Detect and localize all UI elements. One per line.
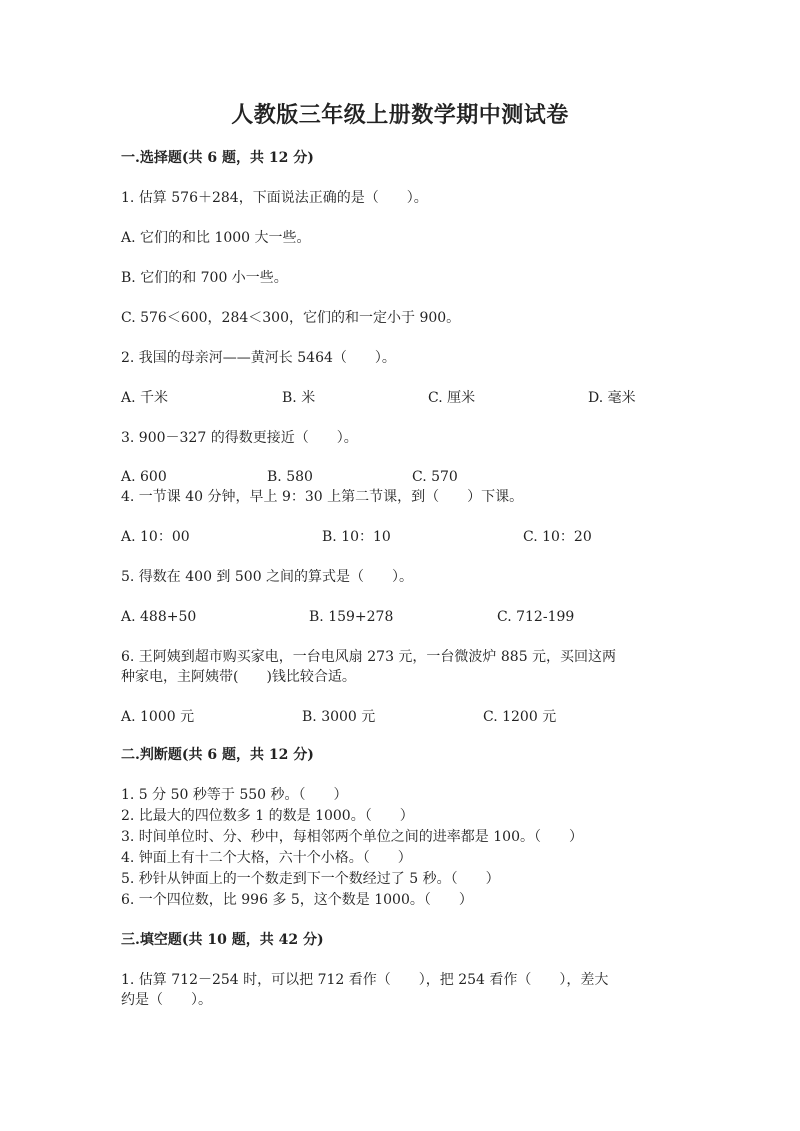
option-c: C. 10：20 xyxy=(523,529,592,545)
option-b: B. 3000 元 xyxy=(302,709,376,725)
question-stem: 4. 一节课 40 分钟，早上 9：30 上第二节课，到（ ）下课。 xyxy=(121,489,524,505)
option-b: B. 米 xyxy=(282,390,316,406)
question-stem: 1. 估算 576＋284，下面说法正确的是（ ）。 xyxy=(121,190,428,206)
judge-item: 3. 时间单位时、分、秒中，每相邻两个单位之间的进率都是 100。（ ） xyxy=(121,829,583,845)
option-a: A. 千米 xyxy=(121,390,169,406)
question-stem-line2: 种家电，主阿姨带( )钱比较合适。 xyxy=(121,669,356,685)
option-c: C. 576＜600，284＜300，它们的和一定小于 900。 xyxy=(121,310,461,326)
option-b: B. 它们的和 700 小一些。 xyxy=(121,270,288,286)
section-heading-judge: 二.判断题(共 6 题，共 12 分) xyxy=(121,747,314,763)
fill-question-line2: 约是（ ）。 xyxy=(121,992,212,1008)
option-c: C. 1200 元 xyxy=(483,709,557,725)
option-a: A. 它们的和比 1000 大一些。 xyxy=(121,230,311,246)
option-c: C. 厘米 xyxy=(428,390,476,406)
option-d: D. 毫米 xyxy=(588,390,636,406)
question-stem: 3. 900－327 的得数更接近（ ）。 xyxy=(121,430,358,446)
judge-item: 4. 钟面上有十二个大格，六十个小格。（ ） xyxy=(121,850,412,866)
section-heading-fill: 三.填空题(共 10 题，共 42 分) xyxy=(121,932,324,948)
option-a: A. 1000 元 xyxy=(121,709,195,725)
fill-question-line1: 1. 估算 712－254 时，可以把 712 看作（ ），把 254 看作（ ），差大 xyxy=(121,972,609,988)
question-stem-line1: 6. 王阿姨到超市购买家电，一台电风扇 273 元，一台微波炉 885 元，买回这两 xyxy=(121,649,617,665)
judge-item: 6. 一个四位数，比 996 多 5，这个数是 1000。（ ） xyxy=(121,892,473,908)
option-c: C. 712-199 xyxy=(497,609,575,625)
exam-title: 人教版三年级上册数学期中测试卷 xyxy=(231,102,569,128)
option-b: B. 159+278 xyxy=(309,609,394,625)
option-a: A. 488+50 xyxy=(121,609,197,625)
option-b: B. 580 xyxy=(267,469,313,485)
option-a: A. 10：00 xyxy=(121,529,190,545)
question-stem: 2. 我国的母亲河——黄河长 5464（ ）。 xyxy=(121,350,396,366)
option-a: A. 600 xyxy=(121,469,167,485)
option-c: C. 570 xyxy=(412,469,458,485)
section-heading-choice: 一.选择题(共 6 题，共 12 分) xyxy=(121,150,314,166)
question-stem: 5. 得数在 400 到 500 之间的算式是（ ）。 xyxy=(121,569,414,585)
judge-item: 5. 秒针从钟面上的一个数走到下一个数经过了 5 秒。（ ） xyxy=(121,871,500,887)
judge-item: 2. 比最大的四位数多 1 的数是 1000。（ ） xyxy=(121,808,414,824)
judge-item: 1. 5 分 50 秒等于 550 秒。（ ） xyxy=(121,787,348,803)
option-b: B. 10：10 xyxy=(322,529,391,545)
